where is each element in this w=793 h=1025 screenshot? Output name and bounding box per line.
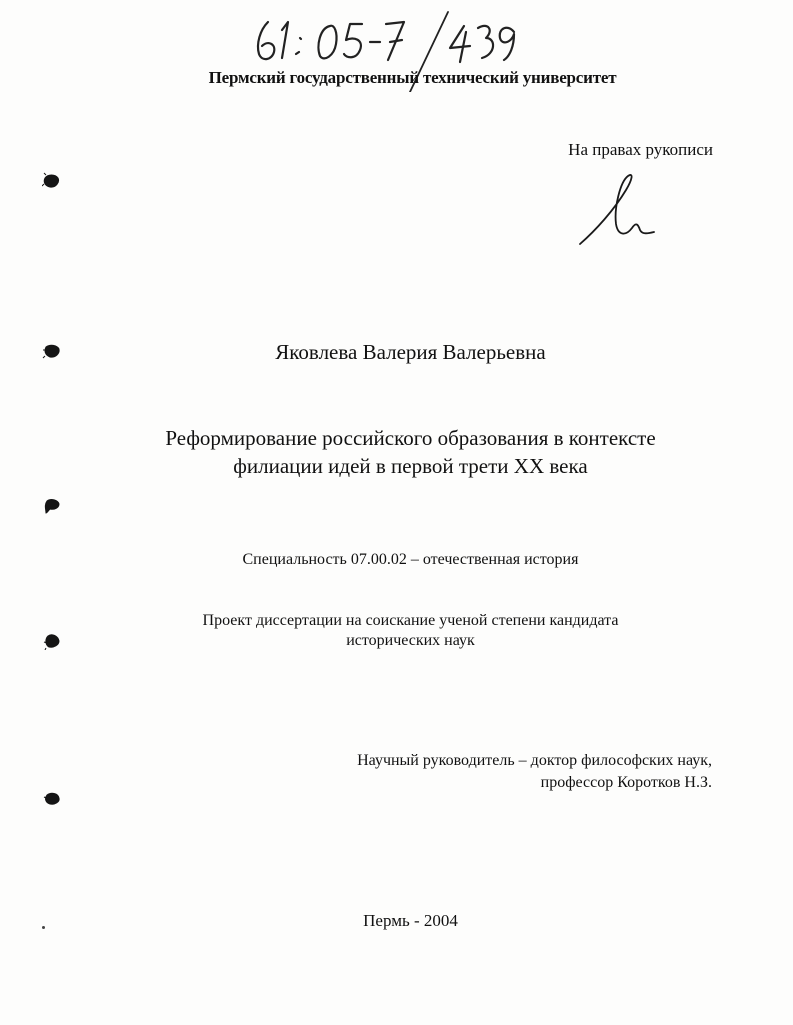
specialty-line: Специальность 07.00.02 – отечественная история [242,551,579,568]
project-line-2: исторических наук [346,632,475,649]
manuscript-rights-note: На правах рукописи [568,140,713,159]
project-line-1: Проект диссертации на соискание ученой степени кандидата [202,612,619,629]
supervisor-line-2: профессор Коротков Н.З. [540,774,712,791]
title-line-1: Реформирование российского образования в контексте [165,426,656,450]
title-line-2: филиации идей в первой трети XX века [233,454,588,478]
punch-hole-mark-icon [42,790,62,808]
punch-hole-mark-icon [42,632,62,650]
supervisor-line-1: Научный руководитель – доктор философских наук, [357,752,712,769]
author-name: Яковлева Валерия Валерьевна [275,340,546,364]
punch-hole-mark-icon [42,496,62,514]
city-and-year: Пермь - 2004 [363,911,458,930]
author-signature [570,168,670,258]
dissertation-title [14,424,793,480]
punch-hole-mark-icon [42,172,62,190]
punch-hole-mark-icon [42,342,62,360]
scan-speck [42,926,45,929]
scientific-supervisor [260,750,712,794]
university-name: Пермский государственный технический университет [208,68,617,87]
project-description [14,611,793,651]
